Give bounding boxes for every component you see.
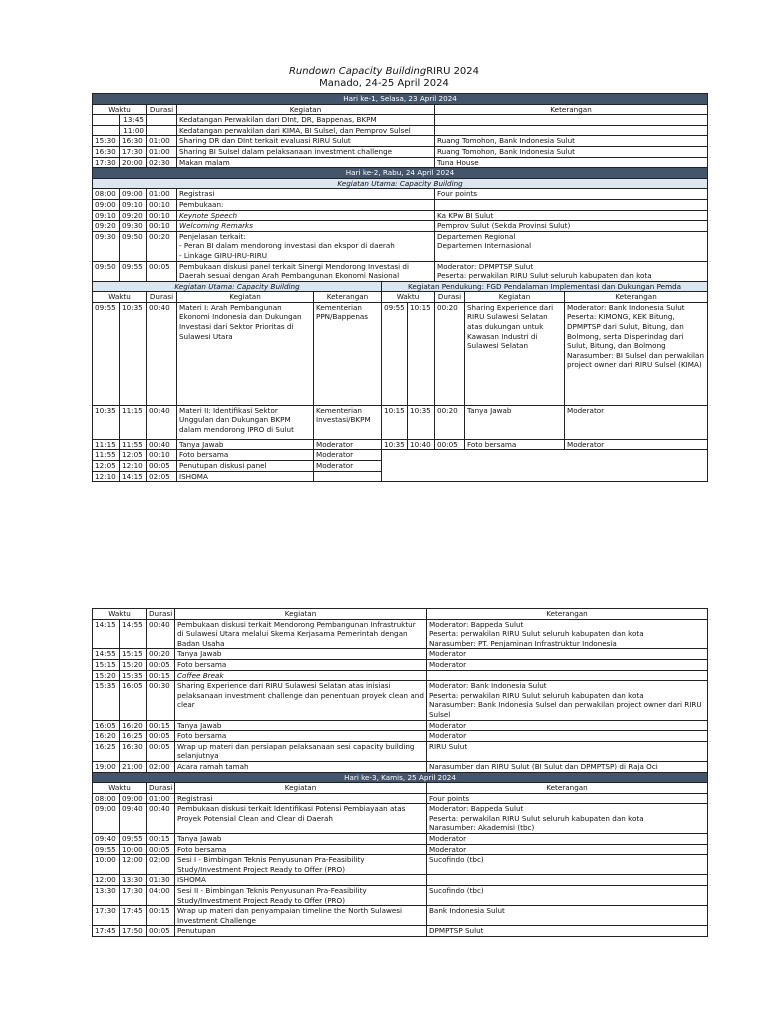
cell-note: DPMPTSP Sulut (427, 926, 708, 937)
cell-start: 09:10 (93, 210, 120, 221)
header-durasi: Durasi (147, 104, 177, 115)
cell-duration: 00:40 (147, 439, 177, 450)
header-waktu: Waktu (93, 292, 147, 303)
cell-note: Moderator (427, 731, 708, 742)
table-row (93, 659, 708, 670)
split-right-head: Kegiatan Pendukung: FGD Pendalaman Implementasi dan Dukungan Pemda (382, 281, 708, 292)
header-keterangan: Keterangan (427, 783, 708, 794)
cell-end: 10:35 (408, 405, 435, 439)
cell-end: 16:30 (120, 741, 147, 761)
cell-note: Moderator (565, 405, 708, 439)
day2-subband: Kegiatan Utama: Capacity Building (93, 178, 708, 189)
split-left-head: Kegiatan Utama: Capacity Building (93, 281, 382, 292)
table-row (93, 804, 708, 834)
cell-start: 15:15 (93, 659, 120, 670)
cell-activity: Pembukaan: (177, 199, 435, 210)
cell-activity: Acara ramah tamah (175, 761, 427, 772)
cell-end: 14:15 (120, 471, 147, 482)
cell-end: 09:40 (120, 804, 147, 834)
note-line: Peserta: perwakilan RIRU Sulut seluruh kabupaten dan kota (429, 813, 644, 823)
cell-end: 11:55 (120, 439, 147, 450)
cell-note: Moderator (314, 439, 382, 450)
cell-start: 09:50 (93, 261, 120, 281)
cell-note: Moderator (565, 439, 708, 450)
table-row (93, 649, 708, 660)
cell-start: 10:00 (93, 855, 120, 875)
cell-note (435, 261, 708, 281)
header-durasi: Durasi (147, 609, 175, 620)
table-row (93, 619, 708, 649)
title-rest: RIRU 2024 (426, 66, 480, 77)
note-line: Narasumber: Akademisi (tbc) (429, 823, 535, 833)
day3-band: Hari ke-3, Kamis, 25 April 2024 (93, 772, 708, 783)
cell-end: 16:30 (120, 136, 147, 147)
cell-duration: 01:00 (147, 189, 177, 200)
table-row (93, 681, 708, 720)
cell-note (427, 875, 708, 886)
activity-line: Penjelasan terkait: (179, 231, 246, 241)
cell-activity: Welcoming Remarks (177, 221, 435, 232)
cell-note: Kementerian Investasi/BKPM (314, 405, 382, 439)
cell-note: Ruang Tomohon, Bank Indonesia Sulut (435, 146, 708, 157)
cell-duration: 01:00 (147, 146, 177, 157)
cell-note: Moderator (314, 450, 382, 461)
header-keterangan: Keterangan (565, 292, 708, 303)
cell-note: Moderator (427, 659, 708, 670)
cell-note: Ruang Tomohon, Bank Indonesia Sulut (435, 136, 708, 147)
cell-activity: Foto bersama (175, 659, 427, 670)
cell-note (435, 199, 708, 210)
note-line: Departemen Internasional (437, 241, 532, 251)
cell-duration: 00:10 (147, 450, 177, 461)
cell-end: 15:15 (120, 649, 147, 660)
cell-end: 21:00 (120, 761, 147, 772)
cell-duration: 00:40 (147, 804, 175, 834)
activity-line: - Linkage GIRU-IRU-RIRU (179, 250, 268, 260)
cell-start: 16:25 (93, 741, 120, 761)
cell-start: 17:30 (93, 157, 120, 168)
title-italic: Rundown Capacity Building (288, 66, 427, 77)
cell-start: 16:20 (93, 731, 120, 742)
cell-duration: 00:15 (147, 670, 175, 681)
cell-note: Ka KPw BI Sulut (435, 210, 708, 221)
cell-end: 15:20 (120, 659, 147, 670)
cell-duration: 02:00 (147, 761, 175, 772)
cell-duration: 00:05 (147, 261, 177, 281)
table-row (93, 189, 708, 200)
cell-note (427, 681, 708, 720)
cell-duration: 00:10 (147, 221, 177, 232)
cell-start: 11:55 (93, 450, 120, 461)
cell-end: 13:45 (120, 115, 147, 126)
cell-activity: Kedatangan perwakilan dari KIMA, BI Sulsel, dan Pemprov Sulsel (177, 125, 435, 136)
cell-end: 12:05 (120, 450, 147, 461)
cell-end: 17:30 (120, 146, 147, 157)
note-line: Departemen Regional (437, 231, 516, 241)
cell-end: 17:50 (120, 926, 147, 937)
cell-duration: 00:40 (147, 302, 177, 405)
cell-duration (147, 115, 177, 126)
cell-activity: Foto bersama (177, 450, 314, 461)
cell-start: 16:05 (93, 720, 120, 731)
table-row (93, 834, 708, 845)
cell-note: Narasumber dan RIRU Sulut (BI Sulut dan DPMPTSP) di Raja Oci (427, 761, 708, 772)
cell-duration: 00:40 (147, 405, 177, 439)
document-title (0, 66, 768, 78)
cell-duration: 00:15 (147, 906, 175, 926)
cell-end: 11:00 (120, 125, 147, 136)
cell-activity: Foto bersama (175, 731, 427, 742)
cell-activity: Foto bersama (175, 844, 427, 855)
note-line: Narasumber: PT. Penjaminan Infrastruktur Indonesia (429, 638, 617, 648)
header-waktu: Waktu (382, 292, 435, 303)
cell-end: 16:20 (120, 720, 147, 731)
cell-activity: ISHOMA (177, 471, 314, 482)
note-line: Moderator: Bank Indonesia Sulut (429, 681, 547, 691)
cell-end: 15:35 (120, 670, 147, 681)
cell-start: 09:00 (93, 199, 120, 210)
cell-activity: Registrasi (175, 793, 427, 804)
cell-start: 10:35 (93, 405, 120, 439)
table-row (93, 844, 708, 855)
table-row (93, 261, 708, 281)
cell-start: 15:35 (93, 681, 120, 720)
cell-start: 13:30 (93, 886, 120, 906)
cell-end: 09:10 (120, 199, 147, 210)
cell-activity: Sharing BI Sulsel dalam pelaksanaan investment challenge (177, 146, 435, 157)
cell-start: 08:00 (93, 793, 120, 804)
header-kegiatan: Kegiatan (177, 292, 314, 303)
table-row (93, 115, 708, 126)
cell-duration: 00:40 (147, 619, 175, 649)
cell-end: 09:55 (120, 834, 147, 845)
table-row (93, 793, 708, 804)
cell-start: 17:30 (93, 906, 120, 926)
cell-note: Sucofindo (tbc) (427, 886, 708, 906)
cell-note (435, 231, 708, 261)
cell-start: 09:30 (93, 231, 120, 261)
table-row (93, 731, 708, 742)
header-keterangan: Keterangan (427, 609, 708, 620)
cell-end: 10:40 (408, 439, 435, 450)
cell-duration (147, 125, 177, 136)
cell-duration: 00:20 (435, 405, 465, 439)
cell-note: Four points (435, 189, 708, 200)
cell-end: 09:55 (120, 261, 147, 281)
table-row (93, 302, 708, 405)
cell-note: Kementerian PPN/Bappenas (314, 302, 382, 405)
cell-duration: 00:10 (147, 210, 177, 221)
cell-activity: Materi II: Identifikasi Sektor Unggulan dan Dukungan BKPM dalam mendorong IPRO di Sulut (177, 405, 314, 439)
table-row (93, 146, 708, 157)
cell-duration: 01:30 (147, 875, 175, 886)
header-waktu: Waktu (93, 609, 147, 620)
cell-duration: 00:05 (147, 926, 175, 937)
cell-duration: 00:30 (147, 681, 175, 720)
table-row (93, 926, 708, 937)
table-row (93, 450, 708, 461)
cell-start: 10:35 (382, 439, 408, 450)
cell-activity: Wrap up materi dan penyampaian timeline the North Sulawesi Investment Challenge (175, 906, 427, 926)
cell-activity: Keynote Speech (177, 210, 435, 221)
cell-duration: 00:20 (435, 302, 465, 405)
cell-duration: 01:00 (147, 136, 177, 147)
cell-duration: 00:10 (147, 199, 177, 210)
cell-note: Pemprov Sulut (Sekda Provinsi Sulut) (435, 221, 708, 232)
cell-end: 13:30 (120, 875, 147, 886)
cell-duration: 00:05 (147, 741, 175, 761)
cell-activity: Materi I: Arah Pembangunan Ekonomi Indonesia dan Dukungan Investasi dari Sektor Prioritas di Sulawesi Utara (177, 302, 314, 405)
cell-activity: Sesi I - Bimbingan Teknis Penyusunan Pra-Feasibility Study/Investment Project Ready to Offer (PRO) (175, 855, 427, 875)
cell-start: 15:30 (93, 136, 120, 147)
cell-note: Moderator (427, 844, 708, 855)
cell-activity: Registrasi (177, 189, 435, 200)
cell-note: Moderator (427, 649, 708, 660)
cell-end: 20:00 (120, 157, 147, 168)
cell-activity: Tanya Jawab (177, 439, 314, 450)
cell-activity: Sharing Experience dari RIRU Sulawesi Selatan atas dukungan untuk Kawasan Industri di Sulawesi Selatan (465, 302, 565, 405)
cell-duration: 00:20 (147, 231, 177, 261)
cell-duration: 00:05 (147, 844, 175, 855)
cell-end: 16:25 (120, 731, 147, 742)
header-waktu: Waktu (93, 104, 147, 115)
cell-start: 12:00 (93, 875, 120, 886)
cell-note: Sucofindo (tbc) (427, 855, 708, 875)
table-row (93, 199, 708, 210)
cell-start: 09:20 (93, 221, 120, 232)
cell-note (427, 619, 708, 649)
table-row (93, 886, 708, 906)
cell-end: 09:20 (120, 210, 147, 221)
cell-activity: Sharing DR dan DInt terkait evaluasi RIRU Sulut (177, 136, 435, 147)
note-line: Moderator: DPMPTSP Sulut (437, 261, 534, 271)
cell-activity: Pembukaan diskusi panel terkait Sinergi Mendorong Investasi di Daerah sesuai dengan Arah Pembangunan Ekonomi Nasional (177, 261, 435, 281)
table-row (93, 741, 708, 761)
table-row (93, 405, 708, 439)
cell-duration: 00:15 (147, 834, 175, 845)
cell-duration: 00:15 (147, 720, 175, 731)
cell-duration: 02:00 (147, 855, 175, 875)
table-row (93, 125, 708, 136)
cell-activity: Makan malam (177, 157, 435, 168)
cell-start (93, 125, 120, 136)
header-kegiatan: Kegiatan (175, 783, 427, 794)
cell-duration: 00:20 (147, 649, 175, 660)
cell-note (314, 471, 382, 482)
cell-activity: Kedatangan Perwakilan dari DInt, DR, Bappenas, BKPM (177, 115, 435, 126)
cell-duration: 01:00 (147, 793, 175, 804)
cell-end: 09:00 (120, 793, 147, 804)
header-keterangan: Keterangan (314, 292, 382, 303)
cell-start: 10:15 (382, 405, 408, 439)
cell-start: 12:10 (93, 471, 120, 482)
cell-start: 15:20 (93, 670, 120, 681)
cell-start: 09:00 (93, 804, 120, 834)
cell-activity: Tanya Jawab (175, 834, 427, 845)
header-durasi: Durasi (147, 783, 175, 794)
cell-start: 09:55 (93, 302, 120, 405)
header-kegiatan: Kegiatan (177, 104, 435, 115)
cell-note: RIRU Sulut (427, 741, 708, 761)
cell-note: Bank Indonesia Sulut (427, 906, 708, 926)
table-row (93, 231, 708, 261)
cell-end: 16:05 (120, 681, 147, 720)
table-row (93, 157, 708, 168)
note-line: Narasumber: Bank Indonesia Sulsel dan perwakilan project owner dari RIRU Sulsel (429, 700, 702, 719)
note-line: Peserta: perwakilan RIRU Sulut seluruh kabupaten dan kota (437, 271, 652, 281)
cell-start: 09:55 (93, 844, 120, 855)
table-row (93, 210, 708, 221)
cell-end: 09:50 (120, 231, 147, 261)
rundown-table-day1-day2 (92, 93, 708, 482)
note-line: Peserta: perwakilan RIRU Sulut seluruh kabupaten dan kota (429, 690, 644, 700)
cell-note (435, 125, 708, 136)
cell-activity: Coffee Break (175, 670, 427, 681)
table-row (93, 761, 708, 772)
header-waktu: Waktu (93, 783, 147, 794)
header-keterangan: Keterangan (435, 104, 708, 115)
activity-line: - Peran BI dalam mendorong investasi dan ekspor di daerah (179, 241, 395, 251)
cell-note: Moderator (427, 834, 708, 845)
cell-note: Four points (427, 793, 708, 804)
cell-note: Moderator: Bank Indonesia Sulut Peserta: KIMONG, KEK Bitung, DPMPTSP dari Sulut, Bitung, dan Bolmong, serta Disperindag dari Sulut, Bitung, dan Bolmong Narasumber: BI Sulsel dan perwakilan project owner dari RIRU Sulsel (KIMA) (565, 302, 708, 405)
cell-start: 19:00 (93, 761, 120, 772)
cell-note: Moderator (427, 720, 708, 731)
note-line: Moderator: Bappeda Sulut (429, 804, 524, 814)
cell-note (427, 670, 708, 681)
table-row (93, 855, 708, 875)
cell-duration: 02:30 (147, 157, 177, 168)
day2-band: Hari ke-2, Rabu, 24 April 2024 (93, 168, 708, 179)
cell-activity: Pembukaan diskusi terkait Mendorong Pembangunan Infrastruktur di Sulawesi Utara melalui Skema Kerjasama Pemerintah dengan Badan Usaha (175, 619, 427, 649)
table-row (93, 906, 708, 926)
table-row (93, 670, 708, 681)
table-row (93, 875, 708, 886)
cell-activity: Penutupan (175, 926, 427, 937)
cell-start: 16:30 (93, 146, 120, 157)
header-durasi: Durasi (435, 292, 465, 303)
cell-activity: Foto bersama (465, 439, 565, 450)
cell-note: Tuna House (435, 157, 708, 168)
cell-start: 14:55 (93, 649, 120, 660)
cell-start: 11:15 (93, 439, 120, 450)
table-row (93, 136, 708, 147)
cell-start: 08:00 (93, 189, 120, 200)
header-kegiatan: Kegiatan (465, 292, 565, 303)
cell-end: 12:10 (120, 461, 147, 472)
cell-activity: Wrap up materi dan persiapan pelaksanaan sesi capacity building selanjutnya (175, 741, 427, 761)
cell-end: 09:30 (120, 221, 147, 232)
note-line: Moderator: Bappeda Sulut (429, 619, 524, 629)
cell-end: 11:15 (120, 405, 147, 439)
day1-band: Hari ke-1, Selasa, 23 April 2024 (93, 94, 708, 105)
cell-activity: Tanya Jawab (465, 405, 565, 439)
cell-end: 10:00 (120, 844, 147, 855)
cell-activity: Sesi II - Bimbingan Teknis Penyusunan Pra-Feasibility Study/Investment Project Ready to Offer (PRO) (175, 886, 427, 906)
cell-activity: Tanya Jawab (175, 720, 427, 731)
table-row (93, 221, 708, 232)
cell-start (93, 115, 120, 126)
cell-activity: Tanya Jawab (175, 649, 427, 660)
cell-end: 17:45 (120, 906, 147, 926)
cell-end: 10:15 (408, 302, 435, 405)
cell-end: 10:35 (120, 302, 147, 405)
cell-note: Moderator (314, 461, 382, 472)
cell-end: 14:55 (120, 619, 147, 649)
cell-activity (177, 231, 435, 261)
cell-duration: 00:05 (435, 439, 465, 450)
cell-activity: Pembukaan diskusi terkait Identifikasi Potensi Pembiayaan atas Proyek Potensial Clean and Clear di Daerah (175, 804, 427, 834)
cell-duration: 00:05 (147, 461, 177, 472)
cell-end: 12:00 (120, 855, 147, 875)
cell-start: 12:05 (93, 461, 120, 472)
header-durasi: Durasi (147, 292, 177, 303)
table-row (93, 720, 708, 731)
cell-start: 14:15 (93, 619, 120, 649)
header-kegiatan: Kegiatan (175, 609, 427, 620)
cell-end: 09:00 (120, 189, 147, 200)
table-row (93, 439, 708, 450)
cell-end: 17:30 (120, 886, 147, 906)
empty-cell (382, 450, 708, 482)
note-line: Peserta: perwakilan RIRU Sulut seluruh kabupaten dan kota (429, 629, 644, 639)
cell-duration: 00:05 (147, 731, 175, 742)
cell-start: 09:40 (93, 834, 120, 845)
cell-start: 17:45 (93, 926, 120, 937)
rundown-table-day2-day3 (92, 608, 708, 937)
cell-activity: Penutupan diskusi panel (177, 461, 314, 472)
cell-note (435, 115, 708, 126)
cell-start: 09:55 (382, 302, 408, 405)
cell-activity: ISHOMA (175, 875, 427, 886)
cell-note (427, 804, 708, 834)
cell-duration: 00:05 (147, 659, 175, 670)
cell-activity: Sharing Experience dari RIRU Sulawesi Selatan atas inisiasi pelaksanaan investment challenge dan penentuan proyek clean and clear (175, 681, 427, 720)
cell-duration: 02:05 (147, 471, 177, 482)
cell-duration: 04:00 (147, 886, 175, 906)
document-subtitle: Manado, 24-25 April 2024 (319, 78, 449, 89)
